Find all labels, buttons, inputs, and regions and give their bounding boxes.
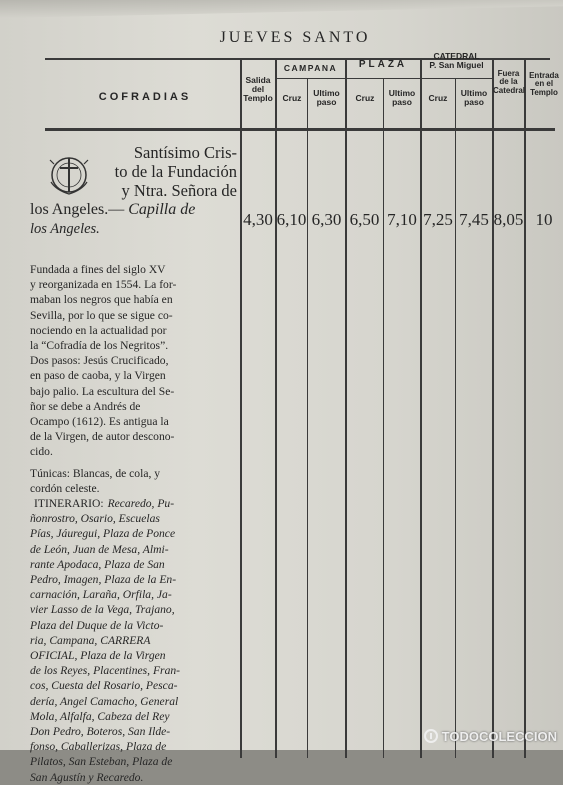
header-cofradias: COFRADIAS [98, 91, 192, 103]
text-line: Plaza del Duque de la Victo- [30, 618, 164, 632]
time-entrada-templo: 10 [535, 210, 553, 229]
text-line: bajo palio. La escultura del Se- [30, 384, 175, 398]
header-catedral: CATEDRAL P. San Miguel [429, 51, 484, 70]
itinerary-label: ITINERARIO: [34, 497, 104, 510]
text-line: OFICIAL, Plaza de la Virgen [30, 649, 166, 663]
text-line: cos, Cuesta del Rosario, Pesca- [30, 679, 178, 693]
col-rule [524, 58, 526, 758]
time-plaza-ultimo: 7,10 [387, 210, 417, 229]
text-line: Pilatos, San Esteban, Plaza de [30, 755, 173, 769]
col-rule [492, 58, 494, 758]
text-line: ñor se debe a Andrés de [30, 399, 141, 413]
text-line: Pedro, Imagen, Plaza de la En- [30, 573, 177, 587]
watermark: TODOCOLECCION [423, 728, 557, 744]
text-line: la “Cofradía de los Negritos”. [30, 339, 169, 353]
text-line: dería, Angel Camacho, General [30, 694, 179, 708]
text-line: maban los negros que había en [30, 293, 173, 307]
text-line: fonso, Caballerizas, Plaza de [30, 740, 167, 754]
header-cruz: Cruz [282, 93, 302, 103]
time-plaza-cruz: 6,50 [349, 210, 380, 229]
text-line: cordón celeste. [30, 482, 100, 496]
text-line: nociendo en la actualidad por [30, 323, 167, 337]
header-plaza: PLAZA [358, 59, 408, 70]
text-line: cido. [30, 445, 53, 459]
page-title: JUEVES SANTO [219, 29, 371, 46]
text-line: vier Lasso de la Vega, Trajano, [30, 603, 175, 617]
time-campana-ultimo: 6,30 [311, 210, 342, 229]
header-entrada-templo: Entrada en el Templo [529, 71, 559, 97]
col-rule [383, 78, 384, 758]
text-line: Mola, Alfalfa, Cabeza del Rey [30, 709, 170, 723]
brotherhood-title-last: los Angeles.— Capilla de [30, 201, 196, 218]
time-campana-cruz: 6,10 [276, 210, 307, 229]
header-salida: Salida del Templo [243, 75, 273, 103]
col-rule [455, 78, 456, 758]
text-line: Sevilla, por lo que se sigue co- [30, 308, 173, 322]
text-line: y reorganizada en 1554. La for- [30, 278, 177, 292]
text-line: Fundada a fines del siglo XV [30, 263, 166, 276]
tunics-paragraph [30, 466, 235, 496]
text-line: carnación, Laraña, Orfila, Ja- [30, 588, 172, 602]
text-line: de León, Juan de Mesa, Almi- [30, 542, 169, 556]
time-catedral-ultimo: 7,45 [459, 210, 489, 229]
header-fuera-catedral: Fuera de la Catedral [493, 69, 526, 95]
col-rule [345, 58, 347, 758]
brotherhood-emblem-icon [46, 152, 92, 198]
history-paragraph [30, 262, 235, 460]
col-rule [420, 58, 422, 758]
text-line: rante Apodaca, Plaza de San [30, 557, 165, 571]
brotherhood-title: Santísimo Cris- to de la Fundación y Ntra. Señora de [114, 143, 237, 200]
text-line: Dos pasos: Jesús Crucificado, [30, 354, 169, 368]
header-ultimo-paso: Ultimo paso [313, 88, 340, 107]
text-line: de la Virgen, de autor descono- [30, 430, 175, 444]
itinerary-paragraph: ITINERARIO: Recaredo, Pu- ñonrostro, Osario, Escuelas Pías, Jáuregui, Plaza de Ponce de León, Juan de Mesa, Almi- rante Apodaca, Plaza de San Pedro, Imagen, Plaza de la En- carnación, Laraña, Orfila, Ja- vier Lasso de la Vega, Trajano, Plaza del Duque de la Victo- ria, Campana, CARRERA OFICIAL, Plaza de la Virgen de los Reyes, Placentines, Fran- cos, Cuesta del Rosario, Pesca- dería, Angel Camacho, General Mola, Alfalfa, Cabeza del Rey Don Pedro, Boteros, San Ilde- fonso, Caballerizas, Plaza de Pilatos, San Esteban, Plaza de San Agustín y Recaredo. [30, 496, 240, 785]
text-line: Túnicas: Blancas, de cola, y [30, 467, 161, 480]
header-campana: CAMPANA [283, 63, 338, 73]
col-rule [240, 58, 242, 758]
chapel-name: los Angeles. [30, 221, 100, 237]
header-ultimo-paso: Ultimo paso [388, 88, 416, 107]
header-cruz: Cruz [355, 93, 375, 103]
watermark-logo-icon [423, 728, 439, 744]
time-salida: 4,30 [243, 210, 273, 229]
time-catedral-cruz: 7,25 [423, 210, 453, 229]
text-line: ñonrostro, Osario, Escuelas [30, 512, 160, 526]
text-line: ria, Campana, CARRERA [30, 633, 151, 647]
text-line: Don Pedro, Boteros, San Ilde- [30, 725, 171, 739]
text-line: en paso de caoba, y la Virgen [30, 369, 166, 383]
text-line: Pías, Jáuregui, Plaza de Ponce [30, 527, 176, 541]
col-rule [307, 78, 308, 758]
header-ultimo-paso: Ultimo paso [460, 88, 488, 107]
text-line: de los Reyes, Placentines, Fran- [30, 664, 181, 678]
text-line: Ocampo (1612). Es antigua la [30, 415, 169, 429]
header-cruz: Cruz [428, 93, 448, 103]
time-fuera-catedral: 8,05 [493, 210, 524, 229]
col-rule [275, 58, 277, 758]
text-line: San Agustín y Recaredo. [30, 770, 144, 784]
table-header-rule [45, 128, 555, 131]
